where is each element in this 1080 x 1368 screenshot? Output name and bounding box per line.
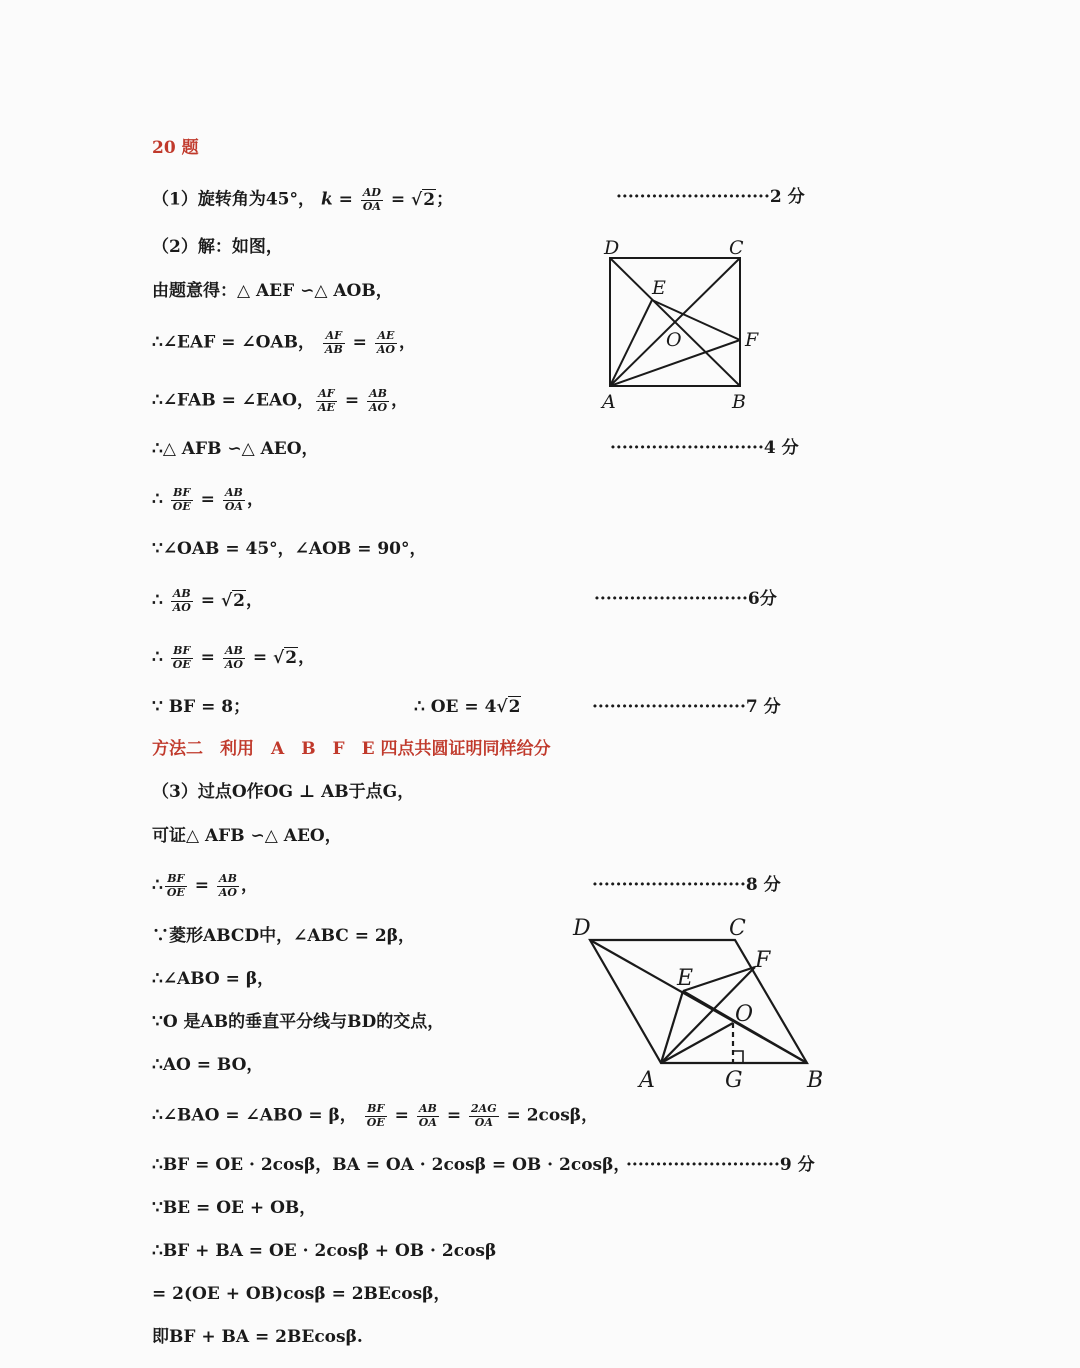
method-two-note: 方法二 利用 A B F E 四点共圆证明同样给分: [152, 739, 551, 759]
denominator: OE: [172, 657, 191, 671]
part3-line2: [152, 873, 258, 899]
fraction: [223, 645, 245, 671]
part2-head: （2）解：如图，: [152, 237, 283, 257]
numerator: BF: [365, 1103, 387, 1117]
therefore: ∴: [152, 647, 163, 668]
right-angle-mark: [733, 1051, 743, 1063]
denominator: OA: [418, 1115, 437, 1129]
part1-label: （1）: [152, 189, 198, 210]
problem-title: 20 题: [152, 138, 199, 158]
text: ∴∠FAB = ∠EAO，: [152, 390, 314, 411]
label-a: A: [639, 1068, 655, 1093]
equals: =: [200, 647, 215, 668]
denominator: AO: [172, 600, 191, 614]
punct: ；: [436, 189, 454, 210]
sqrt-expression: √2: [273, 647, 298, 668]
fraction: [171, 645, 193, 671]
text: ∴∠BAO = ∠ABO = β，: [152, 1105, 357, 1126]
numerator: AB: [367, 388, 389, 402]
part3-line3: ∵菱形ABCD中，∠ABC = 2β，: [152, 926, 415, 946]
punct: ，: [391, 390, 409, 411]
punct: ，: [398, 332, 416, 353]
denominator: OE: [366, 1115, 385, 1129]
label-c: C: [729, 237, 744, 259]
text: ∴ OE = 4: [414, 697, 497, 717]
score-8: ··························8 分: [592, 875, 781, 895]
fraction: [469, 1103, 499, 1129]
denominator: AO: [218, 885, 238, 899]
score-9: ··························9 分: [626, 1155, 815, 1175]
label-d: D: [573, 916, 591, 941]
denominator: OE: [166, 885, 185, 899]
equals: =: [390, 189, 406, 210]
text: ∴∠EAF = ∠OAB，: [152, 332, 315, 353]
part3-line11: = 2(OE + OB)cosβ = 2BEcosβ，: [152, 1284, 451, 1304]
equals: =: [338, 189, 353, 210]
fraction: [417, 1103, 439, 1129]
numerator: AF: [316, 388, 337, 402]
numerator: AB: [171, 588, 193, 602]
numerator: 2AG: [471, 1102, 497, 1115]
radicand: 2: [423, 189, 436, 210]
denominator: OA: [474, 1115, 493, 1129]
part2-line3: [152, 388, 408, 414]
figure-square: [590, 232, 770, 422]
score-2: ··························2 分: [616, 187, 805, 207]
part2-line2: [152, 330, 416, 356]
denominator: AE: [317, 400, 335, 414]
part2-line7: [152, 588, 263, 614]
equals: =: [200, 489, 215, 510]
therefore: ∴: [152, 875, 163, 896]
therefore: ∴: [152, 590, 163, 611]
label-o: O: [666, 329, 682, 351]
figure-rhombus: [565, 905, 835, 1095]
label-o: O: [735, 1002, 754, 1027]
equals: =: [394, 1105, 409, 1126]
numerator: BF: [165, 873, 187, 887]
label-b: B: [807, 1068, 824, 1093]
label-f: F: [755, 948, 771, 973]
therefore: ∴: [152, 489, 163, 510]
equals: =: [252, 647, 268, 668]
fraction: [323, 330, 345, 356]
part1-line: [152, 187, 453, 213]
equals: =: [446, 1105, 462, 1126]
denominator: OA: [224, 499, 243, 513]
equals: =: [344, 390, 360, 411]
part2-line1: 由题意得：△ AEF ∽△ AOB，: [152, 281, 393, 301]
part3-line12: 即BF + BA = 2BEcosβ.: [152, 1327, 363, 1347]
numerator: BF: [171, 487, 193, 501]
part3-line10: ∴BF + BA = OE · 2cosβ + OB · 2cosβ: [152, 1241, 497, 1261]
var-k: k: [320, 189, 333, 210]
radicand: 2: [508, 697, 521, 717]
text: = 2cosβ，: [506, 1105, 599, 1126]
sqrt-expression: √2: [220, 590, 245, 611]
numerator: AE: [375, 330, 397, 344]
part3-line6: ∴AO = BO，: [152, 1055, 264, 1075]
part2-line4: ∴△ AFB ∽△ AEO，: [152, 439, 319, 459]
radicand: 2: [285, 647, 298, 668]
punct: ，: [246, 489, 264, 510]
fraction: [316, 388, 337, 414]
label-d: D: [604, 237, 620, 259]
score-7: ··························7 分: [592, 697, 781, 717]
label-e: E: [677, 966, 694, 991]
denominator: AO: [376, 342, 395, 356]
score-4: ··························4 分: [610, 438, 799, 458]
equals: =: [200, 590, 216, 611]
part3-line8: ∴BF = OE · 2cosβ，BA = OA · 2cosβ = OB · 2cosβ，: [152, 1155, 631, 1175]
fraction: [223, 487, 245, 513]
radicand: 2: [233, 590, 245, 611]
part2-line5: [152, 487, 264, 513]
denominator: OA: [362, 199, 381, 213]
part3-line4: ∴∠ABO = β，: [152, 969, 275, 989]
denominator: AO: [369, 400, 388, 414]
punct: ，: [241, 875, 259, 896]
label-c: C: [729, 916, 746, 941]
punct: ，: [246, 590, 263, 611]
numerator: AD: [361, 187, 383, 201]
equals: =: [352, 332, 367, 353]
fraction: [365, 1103, 387, 1129]
label-f: F: [745, 329, 759, 351]
sqrt-expression: √2: [411, 189, 436, 210]
fraction: [171, 588, 193, 614]
numerator: AB: [417, 1103, 439, 1117]
part3-line1: 可证△ AFB ∽△ AEO，: [152, 826, 342, 846]
label-a: A: [602, 391, 616, 413]
numerator: AB: [223, 487, 245, 501]
punct: ，: [298, 647, 316, 668]
part2-line8: [152, 645, 315, 671]
label-g: G: [725, 1068, 743, 1093]
label-b: B: [732, 391, 746, 413]
equals: =: [194, 875, 209, 896]
score-6: ··························6分: [594, 589, 777, 609]
part3-line7: [152, 1103, 598, 1129]
numerator: AB: [217, 873, 239, 887]
denominator: AB: [324, 342, 343, 356]
sqrt-expression: √2: [496, 697, 521, 717]
part2-line6: ∵∠OAB = 45°，∠AOB = 90°，: [152, 539, 427, 559]
part2-line9b: [414, 699, 521, 716]
fraction: [217, 873, 239, 899]
numerator: AF: [323, 330, 345, 344]
label-e: E: [652, 277, 666, 299]
numerator: AB: [223, 645, 245, 659]
denominator: OE: [172, 499, 191, 513]
fraction: [367, 388, 389, 414]
part1-text: 旋转角为45°，: [197, 189, 316, 210]
numerator: BF: [171, 645, 193, 659]
fraction: [361, 187, 383, 213]
part3-head: （3）过点O作OG ⊥ AB于点G，: [152, 782, 415, 802]
part2-line9: ∵ BF = 8；: [152, 697, 251, 717]
fraction: [171, 487, 193, 513]
part3-line9: ∵BE = OE + OB，: [152, 1198, 317, 1218]
fraction: [375, 330, 397, 356]
denominator: AO: [224, 657, 243, 671]
fraction: [165, 873, 187, 899]
part3-line5: ∵O 是AB的垂直平分线与BD的交点，: [152, 1012, 445, 1032]
